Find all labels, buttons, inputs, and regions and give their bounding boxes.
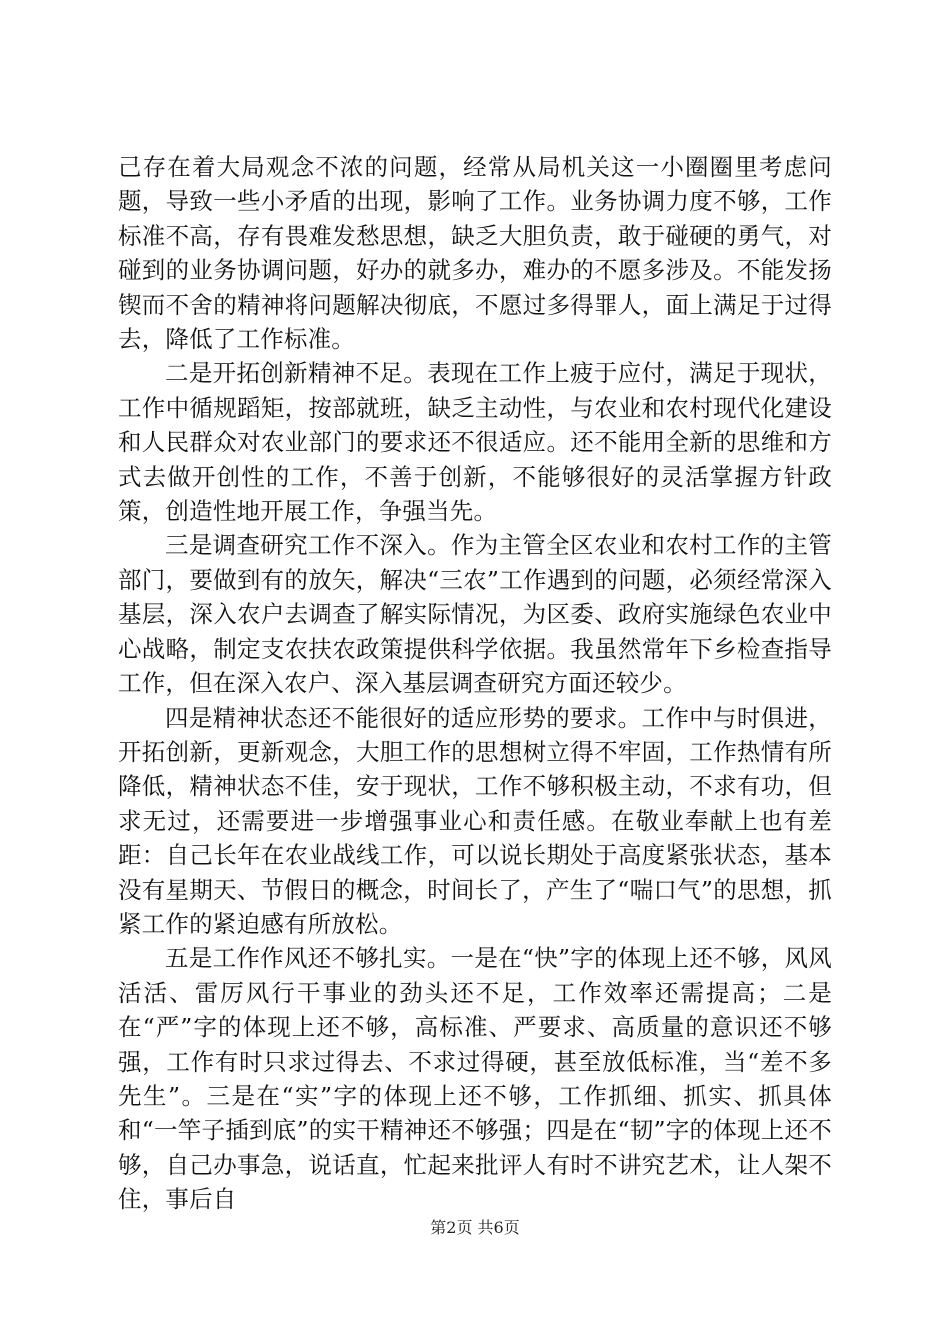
paragraph-3: 三是调查研究工作不深入。作为主管全区农业和农村工作的主管部门，要做到有的放矢，解决“三农”工作遇到的问题，必须经常深入基层，深入农户去调查了解实际情况，为区委、政府实施绿色农业中心战略，制定支农扶农政策提供科学依据。我虽然常年下乡检查指导工作，但在深入农户、深入基层调查研究方面还较少。 <box>118 531 832 698</box>
document-body <box>118 150 832 1217</box>
paragraph-2: 二是开拓创新精神不足。表现在工作上疲于应付，满足于现状，工作中循规蹈矩，按部就班，缺乏主动性，与农业和农村现代化建设和人民群众对农业部门的要求还不很适应。还不能用全新的思维和方式去做开创性的工作，不善于创新，不能够很好的灵活掌握方针政策，创造性地开展工作，争强当先。 <box>118 359 832 526</box>
paragraph-4: 四是精神状态还不能很好的适应形势的要求。工作中与时俱进，开拓创新，更新观念，大胆工作的思想树立得不牢固，工作热情有所降低，精神状态不佳，安于现状，工作不够积极主动，不求有功，但求无过，还需要进一步增强事业心和责任感。在敬业奉献上也有差距：自己长年在农业战线工作，可以说长期处于高度紧张状态，基本没有星期天、节假日的概念，时间长了，产生了“喘口气”的思想，抓紧工作的紧迫感有所放松。 <box>118 703 832 938</box>
paragraph-1: 己存在着大局观念不浓的问题，经常从局机关这一小圈圈里考虑问题，导致一些小矛盾的出现，影响了工作。业务协调力度不够，工作标准不高，存有畏难发愁思想，缺乏大胆负责，敢于碰硬的勇气，对碰到的业务协调问题，好办的就多办，难办的不愿多涉及。不能发扬锲而不舍的精神将问题解决彻底，不愿过多得罪人，面上满足于过得去，降低了工作标准。 <box>118 153 832 354</box>
page-number-footer: 第2页 共6页 <box>430 1218 520 1237</box>
paragraph-5: 五是工作作风还不够扎实。一是在“快”字的体现上还不够，风风活活、雷厉风行干事业的劲头还不足，工作效率还需提高；二是在“严”字的体现上还不够，高标准、严要求、高质量的意识还不够强，工作有时只求过得去、不求过得硬，甚至放低标准，当“差不多先生”。三是在“实”字的体现上还不够，工作抓细、抓实、抓具体和“一竿子插到底”的实干精神还不够强；四是在“韧”字的体现上还不够，自己办事急，说话直，忙起来批评人有时不讲究艺术，让人架不住，事后自 <box>118 944 832 1214</box>
